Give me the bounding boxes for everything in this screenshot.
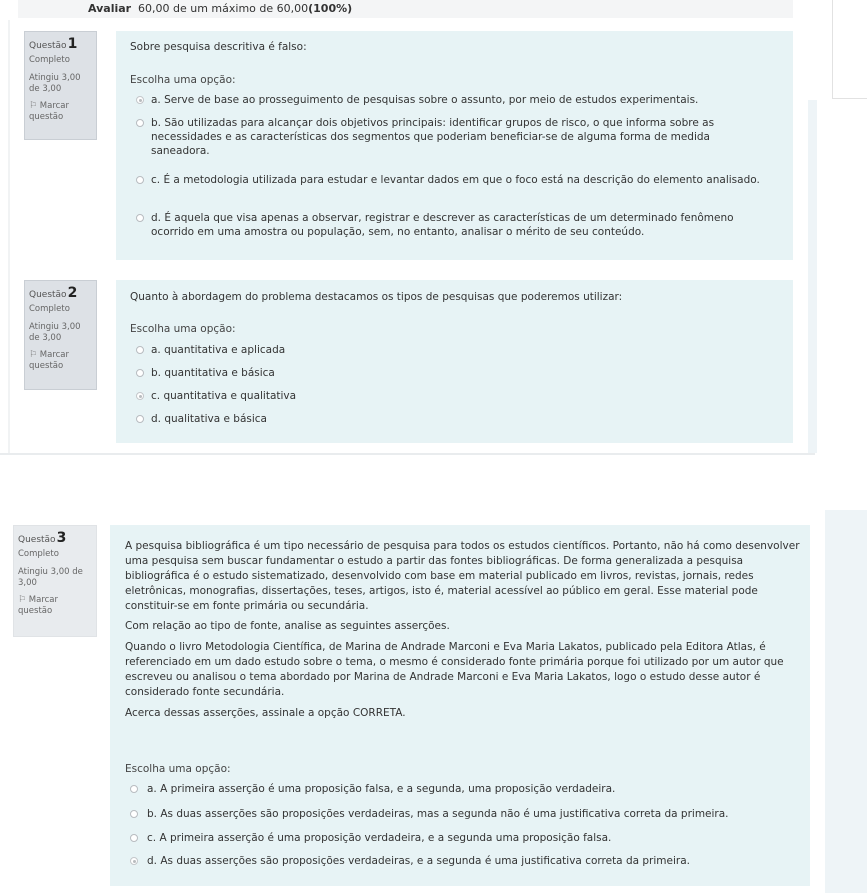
flag-icon: ⚐ <box>29 350 38 360</box>
question-paragraph-2: Com relação ao tipo de fonte, analise as seguintes asserções. <box>125 620 450 632</box>
option-radio-a[interactable] <box>136 346 144 354</box>
option-radio-d[interactable] <box>130 857 138 865</box>
option-label-b[interactable]: b. São utilizadas para alcançar dois objetivos principais: identificar grupos de risco, o que informa sobre as necessidades e as características dos segmentos que poderiam beneficiar-se de alguma forma de medida saneadora. <box>151 117 715 157</box>
question-text: Quanto à abordagem do problema destacamos os tipos de pesquisas que poderemos utilizar: <box>130 291 623 303</box>
option-radio-b[interactable] <box>136 119 144 127</box>
question-paragraph-3: Quando o livro Metodologia Científica, de Marina de Andrade Marconi e Eva Maria Lakatos, publicado pela Editora Atlas, é referenciado em um dado estudo sobre o tema, o mesmo é considerado fonte primária porque foi utilizado por um autor que escreveu ou analisou o tema abordado por Marina de Andrade Marconi e Eva Maria Lakatos, logo o estudo desse autor é considerado fonte secundária. <box>125 641 784 698</box>
question-status: Completo <box>29 55 70 65</box>
option-radio-d[interactable] <box>136 415 144 423</box>
option-label-a[interactable]: a. quantitativa e aplicada <box>151 344 286 356</box>
flag-question-button[interactable]: ⚐ Marcar questão <box>29 350 70 371</box>
flag-icon: ⚐ <box>29 101 38 111</box>
option-radio-c[interactable] <box>130 834 138 842</box>
option-label-d[interactable]: d. As duas asserções são proposições verdadeiras, e a segunda é uma justificativa correta da primeira. <box>147 855 690 867</box>
flag-question-button[interactable]: ⚐ Marcar questão <box>18 595 59 616</box>
right-scroll-strip <box>808 100 817 453</box>
option-label-b[interactable]: b. As duas asserções são proposições verdadeiras, mas a segunda não é uma justificativa correta da primeira. <box>147 808 729 820</box>
option-label-a[interactable]: a. A primeira asserção é uma proposição falsa, e a segunda, uma proposição verdadeira. <box>147 783 616 795</box>
page-divider <box>0 453 815 455</box>
question-status: Completo <box>29 304 70 314</box>
question-status: Completo <box>18 549 59 559</box>
grade-value: 60,00 de um máximo de 60,00(100%) <box>138 2 353 15</box>
question-info-3 <box>13 525 97 637</box>
left-rule <box>8 20 10 453</box>
choose-option-label: Escolha uma opção: <box>130 323 236 335</box>
option-radio-c[interactable] <box>136 392 144 400</box>
option-radio-b[interactable] <box>130 810 138 818</box>
option-label-c[interactable]: c. A primeira asserção é uma proposição verdadeira, e a segunda uma proposição falsa. <box>147 832 612 844</box>
question-text: Sobre pesquisa descritiva é falso: <box>130 41 307 53</box>
question-text <box>125 539 800 721</box>
question-content-1 <box>116 31 793 260</box>
option-radio-c[interactable] <box>136 176 144 184</box>
option-label-a[interactable]: a. Serve de base ao prosseguimento de pesquisas sobre o assunto, por meio de estudos experimentais. <box>151 94 699 106</box>
question-grade: Atingiu 3,00 de 3,00 <box>29 322 81 343</box>
option-label-d[interactable]: d. É aquela que visa apenas a observar, registrar e descrever as características de um determinado fenômeno ocorrido em uma amostra ou população, sem, no entanto, analisar o mérito de seu conteúdo. <box>151 212 734 238</box>
choose-option-label: Escolha uma opção: <box>130 74 236 86</box>
quiz-navigation-panel <box>832 0 867 99</box>
option-radio-b[interactable] <box>136 369 144 377</box>
option-radio-a[interactable] <box>136 96 144 104</box>
question-number: Questão3 <box>18 530 67 546</box>
option-label-b[interactable]: b. quantitativa e básica <box>151 367 275 379</box>
option-label-d[interactable]: d. qualitativa e básica <box>151 413 267 425</box>
flag-icon: ⚐ <box>18 595 27 605</box>
question-number: Questão1 <box>29 36 78 52</box>
question-content-3 <box>110 525 810 886</box>
question-grade: Atingiu 3,00 de 3,00 <box>29 73 81 94</box>
question-info-1 <box>24 31 97 140</box>
option-label-c[interactable]: c. quantitativa e qualitativa <box>151 390 297 402</box>
grade-label: Avaliar <box>88 2 132 15</box>
flag-question-button[interactable]: ⚐ Marcar questão <box>29 101 70 122</box>
grade-summary-bar <box>18 0 793 18</box>
choose-option-label: Escolha uma opção: <box>125 763 231 775</box>
question-paragraph-4: Acerca dessas asserções, assinale a opção CORRETA. <box>125 707 406 719</box>
option-label-c[interactable]: c. É a metodologia utilizada para estudar e levantar dados em que o foco está na descrição do elemento analisado. <box>151 174 760 186</box>
question-number: Questão2 <box>29 285 78 301</box>
question-paragraph-1: A pesquisa bibliográfica é um tipo necessário de pesquisa para todos os estudos científicos. Portanto, não há como desenvolver uma pesquisa sem buscar fundamentar o estudo a partir das fontes bibliográficas. De forma generalizada a pesquisa bibliográfica é o estudo sistematizado, desenvolvido com base em material publicado em livros, revistas, jornais, redes eletrônicas, monografias, dissertações, teses, artigos, isto é, material acessível ao público em geral. Esse material pode constituir-se em fonte primária ou secundária. <box>125 540 800 612</box>
question-grade: Atingiu 3,00 de 3,00 <box>18 567 83 588</box>
option-radio-a[interactable] <box>130 785 138 793</box>
question-content-2 <box>116 280 793 443</box>
option-radio-d[interactable] <box>136 214 144 222</box>
question-info-2 <box>24 280 97 390</box>
right-side-strip <box>825 510 867 893</box>
